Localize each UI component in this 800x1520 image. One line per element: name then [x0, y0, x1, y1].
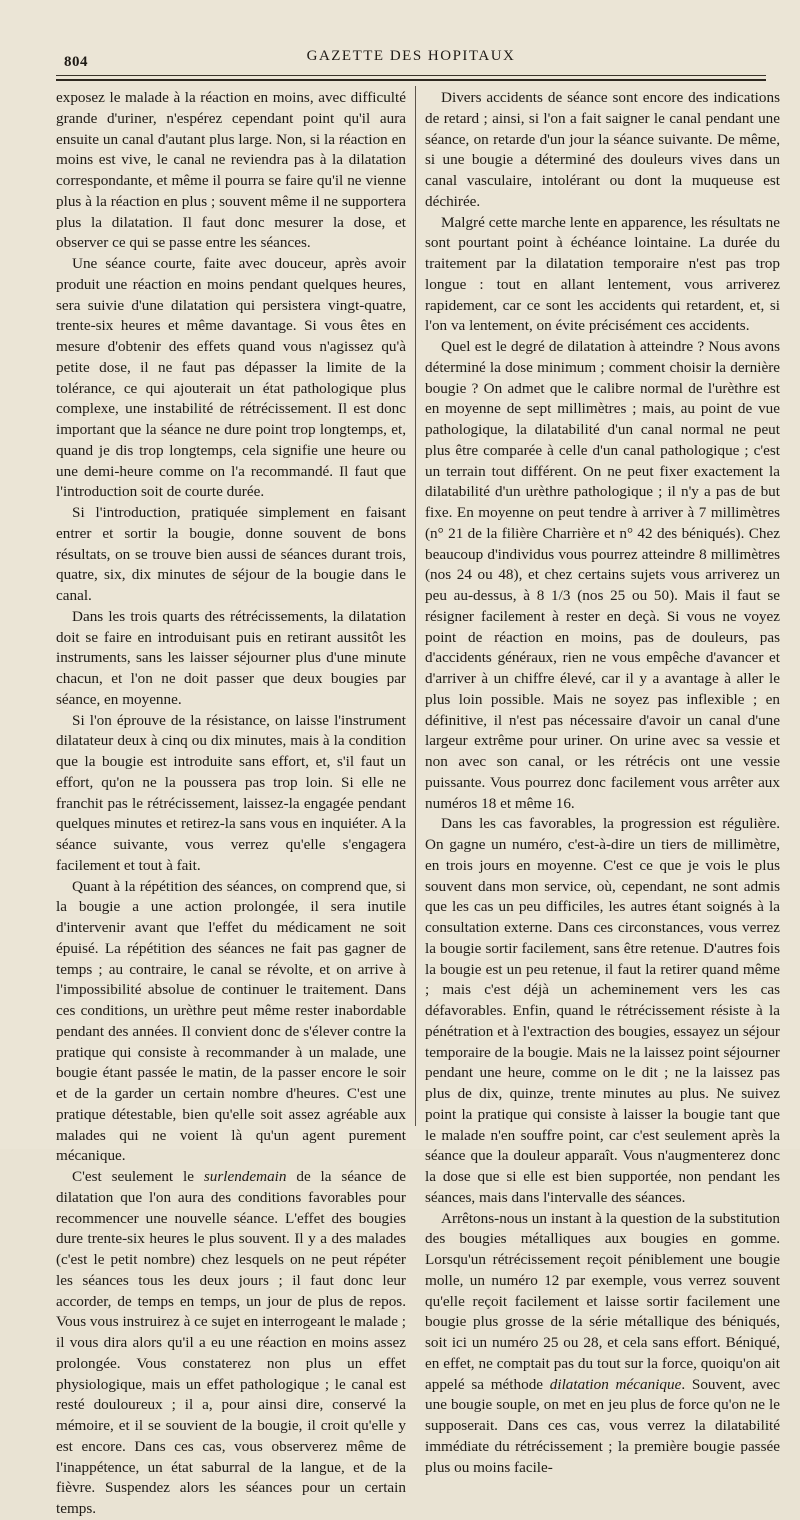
header-rule-thick — [56, 79, 766, 81]
paragraph: Quel est le degré de dilatation à atteindre ? Nous avons déterminé la dose minimum ; comment choisir la dernière bougie ? On admet que le calibre normal de l'urèthre est en moyenne de sept millimètres ; mais, au point de vue pathologique, la dilatabilité d'un canal normal ne peut plus être comparée à celle d'un canal pathologique ; c'est un terrain tout différent. On ne peut fixer exactement la dilatabilité d'un urèthre pathologique ; il n'y a pas de but fixe. En moyenne on peut tendre à arriver à 7 millimètres (n° 21 de la filière Charrière et n° 42 des béniqués). Chez beaucoup d'individus vous pourrez atteindre 8 millimètres (nos 24 ou 48), et chez certains sujets vous arriverez un peu au-dessus, à 8 1/3 (nos 25 ou 50). Mais il faut se résigner facilement à rester en deçà. Si vous ne voyez point de réaction en moins, pas de douleurs, pas d'accidents généraux, rien ne vous empêche d'avancer et d'arriver à un chiffre élevé, car il y a avantage à aller le plus loin possible. Mais ne soyez pas inflexible ; en définitive, il n'est pas nécessaire d'avoir un canal d'une largeur extrême pour uriner. On urine avec sa vessie et non avec son canal, or les rétrécis ont une vessie puissante. Vous pourrez donc facilement vous arrêter aux numéros 18 et même 16. — [425, 338, 780, 812]
paragraph: Si l'introduction, pratiquée simplement en faisant entrer et sortir la bougie, donne souvent de bons résultats, on se trouve bien aussi de séances durant trois, quatre, six, dix minutes de séjour de la bougie dans le canal. — [56, 504, 406, 604]
paragraph: Si l'on éprouve de la résistance, on laisse l'instrument dilatateur deux à cinq ou dix minutes, mais à la condition que la bougie est introduite sans effort, et, s'il faut un effort, qu'on ne la poussera pas trop loin. Si elle ne franchit pas le rétrécissement, laissez-la engagée pendant quelques minutes et retirez-la sans vous en inquiéter. A la séance suivante, vous verrez qu'elle s'engagera facilement et tout à fait. — [56, 711, 406, 874]
paragraph: Dans les cas favorables, la progression est régulière. On gagne un numéro, c'est-à-dire un tiers de millimètre, en trois jours en moyenne. C'est ce que je vois le plus souvent dans mon service, où, cependant, ne sont admis que les cas un peu difficiles, les autres étant soignés à la consultation externe. Dans ces circonstances, vous verrez la bougie sortir facilement, sans être retenue. D'autres fois la bougie est un peu retenue, il faut la retirer quand même ; mais c'est déjà un acheminement vers les cas défavorables. Enfin, quand le rétrécissement résiste à la pénétration et à l'extraction des bougies, essayez un séjour temporaire de la bougie. Mais ne la laissez point séjourner pendant une heure, comme on le dit ; ne la laissez pas plus de dix, quinze, trente minutes au plus. Ne suivez point la pratique qui consiste à laisser la bougie tant que le malade n'en souffre point, car c'est seulement après la séance que la douleur apparaît. Vous n'augmenterez donc la dose que si elle est bien supportée, non pendant les séances, mais dans l'intervalle des séances. — [425, 815, 780, 1206]
italic-term: dilatation mécanique — [549, 1375, 682, 1393]
paragraph — [56, 1167, 406, 1520]
italic-term: surlendemain — [203, 1168, 287, 1185]
left-column — [56, 88, 406, 1520]
page-number: 804 — [64, 54, 88, 70]
paragraph: Quant à la répétition des séances, on comprend que, si la bougie a une action prolongée, il sera inutile d'intervenir avant que l'effet du médicament ne soit épuisé. La répétition des séances ne fait pas gagner de temps ; au contraire, le canal se révolte, et on arrive à l'impossibilité absolue de continuer le traitement. Dans ces conditions, un urèthre peut même rester inabordable pendant des années. Il convient donc de s'élever contre la pratique qui consiste à recommander à un malade, une bougie étant passée le matin, de la passer encore le soir et de la garder un certain nombre d'heures. C'est une pratique détestable, bien qu'elle soit assez agréable aux malades qui ne voient là qu'un agent purement mécanique. — [56, 877, 406, 1165]
text-run: Arrêtons-nous un instant à la question de la substitution des bougies métalliques aux bougies en gomme. Lorsqu'un rétrécissement reçoit péniblement une bougie molle, un numéro 12 par exemple, vous verrez souvent qu'elle reçoit facilement et laisse sortir facilement une bougie plus grosse de la série métallique des béniqués, soit ici un numéro 25 ou 28, et cela sans effort. Béniqué, en effet, ne comptait pas du tout sur la force, quoiqu'on ait appelé sa méthode — [425, 1209, 780, 1393]
text-run: . Souvent, avec une bougie souple, on met en jeu plus de force qu'on ne le supposerait. Dans ces cas, vous verrez la dilatabilité immédiate du rétrécissement ; la première bougie passée plus ou moins facile- — [425, 1375, 781, 1476]
paragraph: exposez le malade à la réaction en moins, avec difficulté grande d'uriner, n'espérez cependant point qu'il aura ensuite un canal d'autant plus large. Non, si la réaction en moins est vive, le canal ne reviendra pas à la dilatation correspondante, et même il pourra se faire qu'il ne vienne plus à la réaction en plus ; souvent même il ne supportera plus la dilatation. Il faut donc mesurer la dose, et observer ce qui se passe entre les séances. — [56, 89, 406, 252]
right-column — [425, 88, 780, 1478]
paragraph: Divers accidents de séance sont encore des indications de retard ; ainsi, si l'on a fait saigner le canal pendant une séance, on retarde d'un jour la séance suivante. De même, si une bougie a déterminé des douleurs vives dans un canal vasculaire, intolérant ou dont la muqueuse est déchirée. — [425, 89, 780, 210]
paragraph: Dans les trois quarts des rétrécissements, la dilatation doit se faire en introduisant puis en retirant aussitôt les instruments, sans les laisser séjourner plus d'une minute chacun, et l'on ne doit passer que deux bougies par séance, en moyenne. — [56, 607, 406, 708]
column-divider — [415, 86, 416, 1126]
paragraph: Une séance courte, faite avec douceur, après avoir produit une réaction en moins pendant quelques heures, sera suivie d'une dilatation qui persistera vingt-quatre, trente-six heures et même davantage. Si vous êtes en mesure d'obtenir des effets quand vous n'agissez qu'à petite dose, il ne faut pas dépasser la limite de la tolérance, ce qui ajouterait un état pathologique plus complexe, une instabilité de rétrécissement. Il est donc important que la séance ne dure point trop longtemps, et, quand je dis trop longtemps, cela signifie une heure ou une demi-heure comme on l'a recommandé. Il faut que l'introduction soit de courte durée. — [56, 255, 406, 501]
header-rule — [56, 75, 766, 76]
journal-title: GAZETTE DES HOPITAUX — [306, 48, 516, 64]
text-run: C'est seulement le — [72, 1168, 204, 1185]
page-header — [56, 44, 766, 74]
paragraph: Malgré cette marche lente en apparence, les résultats ne sont pourtant point à échéance lointaine. La durée du traitement par la dilatation temporaire n'est pas trop longue : tout en allant lentement, vous arriverez rapidement, car ce sont les accidents qui retardent, et, si l'on va lentement, on évite précisément ces accidents. — [425, 213, 780, 335]
paragraph — [425, 1209, 780, 1479]
text-run: de la séance de dilatation que l'on aura des conditions favorables pour recommencer une nouvelle séance. L'effet des bougies dure trente-six heures le plus souvent. Il y a des malades (c'est le petit nombre) chez lesquels on ne peut répéter les séances tous les deux jours ; il faut donc leur accorder, de temps en temps, un jour de plus de repos. Vous vous instruirez à ce sujet en interrogeant le malade ; il vous dira alors qu'il a eu une réaction en moins assez prolongée. Vous constaterez non plus un effet physiologique, mais un effet pathologique ; le canal est resté douloureux ; il a, pour ainsi dire, conservé la mémoire, et il se souvient de la bougie, il croit qu'elle y est encore. Dans ces cas, vous observerez même de l'inappétence, un état saburral de la langue, et de la fièvre. Suspendez alors les séances pour un certain temps. — [56, 1168, 406, 1517]
